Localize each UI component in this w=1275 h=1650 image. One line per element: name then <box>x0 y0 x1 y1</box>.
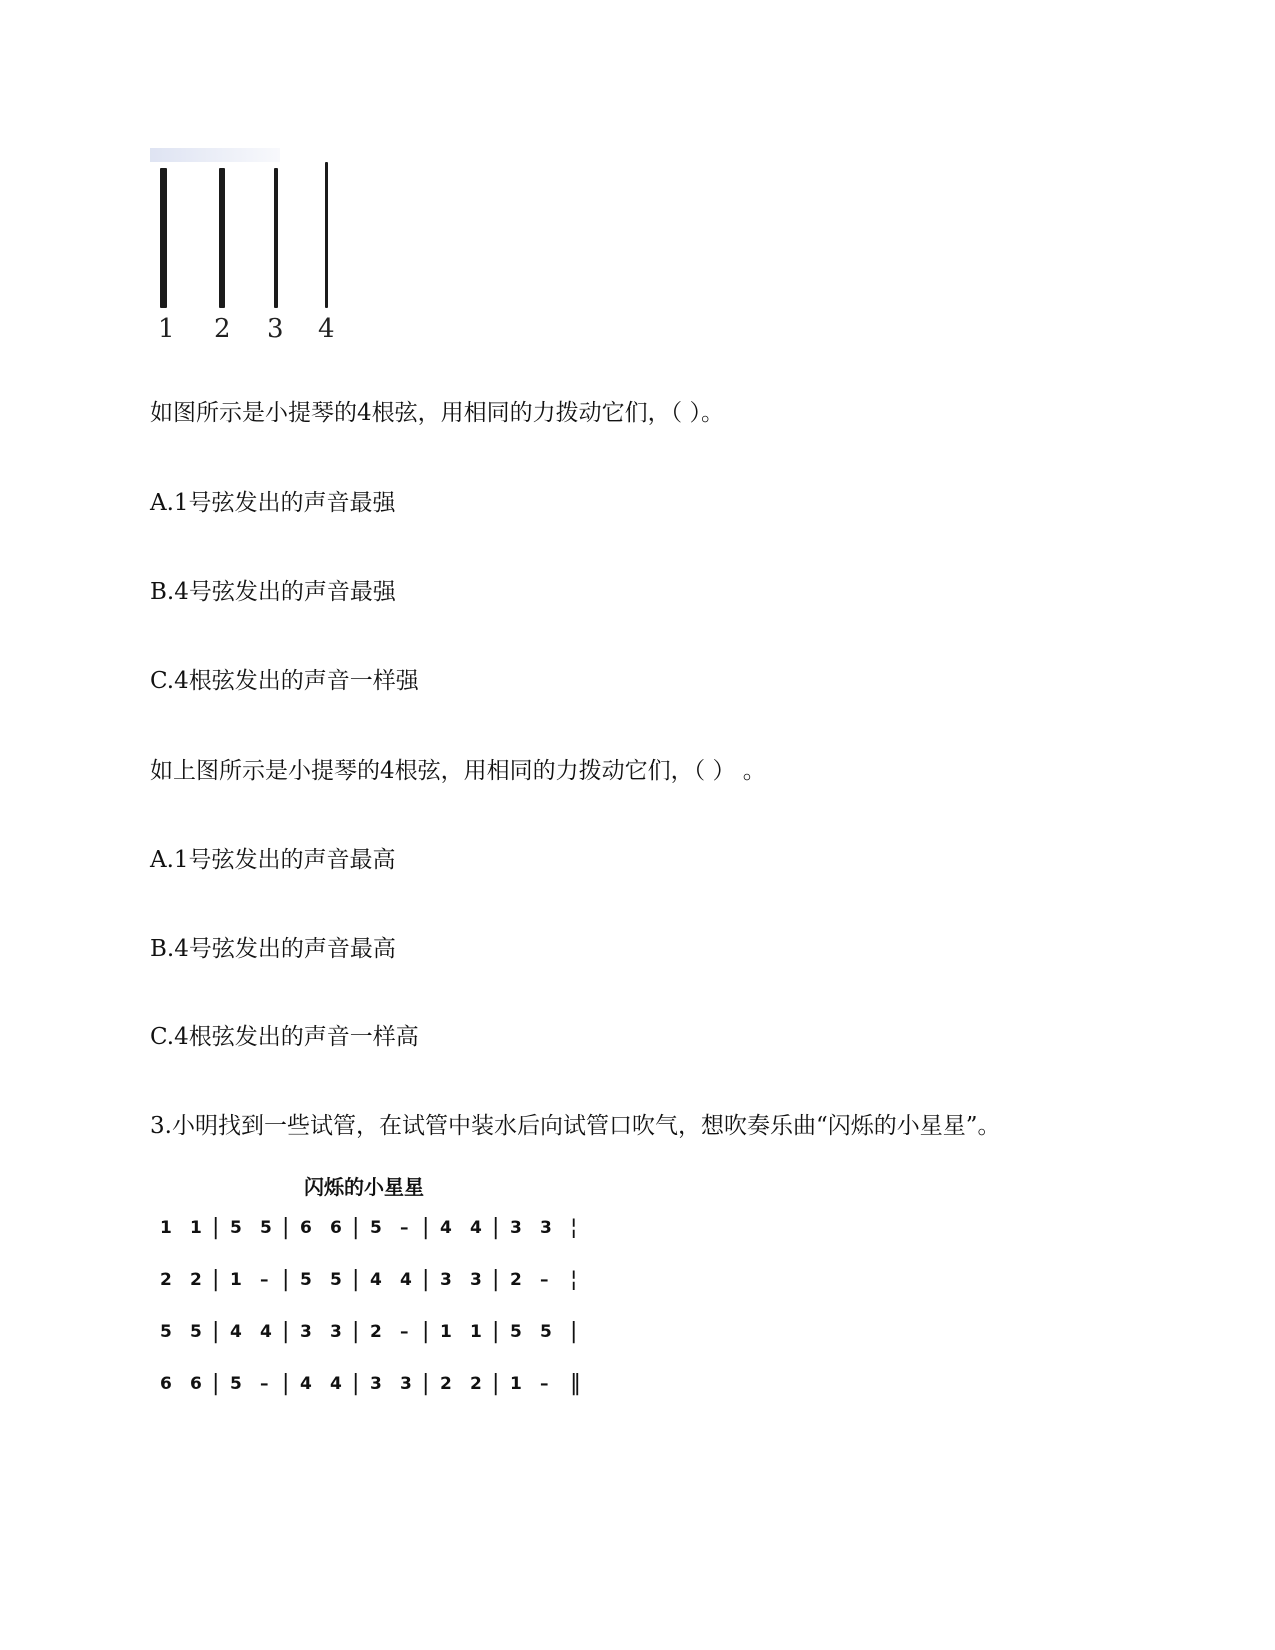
score-note: 4 <box>440 1218 452 1238</box>
score-note: 1 <box>230 1270 242 1290</box>
string-label-4: 4 <box>318 314 335 344</box>
score-note: 3 <box>510 1218 522 1238</box>
score-note: 5 <box>230 1374 242 1394</box>
score-note: 1 <box>440 1322 452 1342</box>
question2-stem: 如上图所示是小提琴的4根弦，用相同的力拨动它们，（ ） 。 <box>150 758 766 784</box>
score-note: 3 <box>300 1322 312 1342</box>
score-note: – <box>400 1322 409 1342</box>
score-barline: | <box>492 1371 500 1396</box>
score-note: 2 <box>370 1322 382 1342</box>
score-note: 4 <box>470 1218 482 1238</box>
score-note: – <box>260 1270 269 1290</box>
score-barline: | <box>422 1371 430 1396</box>
score-barline: | <box>212 1371 220 1396</box>
score-note: 4 <box>330 1374 342 1394</box>
score-note: 2 <box>470 1374 482 1394</box>
score-note: 1 <box>510 1374 522 1394</box>
question1-option-b: B.4号弦发出的声音最强 <box>150 579 396 605</box>
question3-stem: 3.小明找到一些试管，在试管中装水后向试管口吹气，想吹奏乐曲“闪烁的小星星”。 <box>150 1113 1001 1139</box>
question1-stem: 如图所示是小提琴的4根弦，用相同的力拨动它们，（ ）。 <box>150 400 724 426</box>
score-note: 3 <box>540 1218 552 1238</box>
score-note: 3 <box>440 1270 452 1290</box>
score-barline: | <box>570 1319 578 1344</box>
score-note: 1 <box>190 1218 202 1238</box>
score-barline: | <box>352 1267 360 1292</box>
string-2 <box>219 168 225 308</box>
score-note: – <box>540 1374 549 1394</box>
score-note: – <box>260 1374 269 1394</box>
score-note: 4 <box>370 1270 382 1290</box>
score-note: 3 <box>470 1270 482 1290</box>
question2-option-a: A.1号弦发出的声音最高 <box>150 847 396 873</box>
question1-option-a: A.1号弦发出的声音最强 <box>150 490 396 516</box>
score-barline: | <box>422 1319 430 1344</box>
score-note: 6 <box>160 1374 172 1394</box>
string-3 <box>274 168 278 308</box>
score-note: 4 <box>260 1322 272 1342</box>
score-barline: | <box>492 1215 500 1240</box>
question2-option-c: C.4根弦发出的声音一样高 <box>150 1024 419 1050</box>
score-row-3 <box>160 1317 620 1347</box>
string-label-3: 3 <box>267 314 284 344</box>
string-label-2: 2 <box>214 314 231 344</box>
score-note: 4 <box>400 1270 412 1290</box>
score-barline: | <box>282 1319 290 1344</box>
score-note: 5 <box>510 1322 522 1342</box>
score-note: 5 <box>330 1270 342 1290</box>
score-note: 2 <box>160 1270 172 1290</box>
score-barline: | <box>492 1267 500 1292</box>
score-barline: ¦ <box>570 1267 578 1292</box>
numbered-score <box>160 1175 620 1415</box>
score-barline: | <box>492 1319 500 1344</box>
score-note: 5 <box>230 1218 242 1238</box>
string-4 <box>325 162 328 308</box>
string-1 <box>160 168 167 308</box>
score-row-4 <box>160 1369 620 1399</box>
score-note: 3 <box>400 1374 412 1394</box>
score-barline: ‖ <box>570 1371 581 1396</box>
score-note: 5 <box>370 1218 382 1238</box>
score-note: 2 <box>440 1374 452 1394</box>
scan-smudge <box>150 148 280 162</box>
score-note: 6 <box>190 1374 202 1394</box>
score-note: 3 <box>370 1374 382 1394</box>
score-note: 4 <box>230 1322 242 1342</box>
score-barline: | <box>212 1215 220 1240</box>
score-barline: | <box>352 1215 360 1240</box>
score-barline: ¦ <box>570 1215 578 1240</box>
score-note: 1 <box>470 1322 482 1342</box>
score-row-2 <box>160 1265 620 1295</box>
score-note: 3 <box>330 1322 342 1342</box>
score-barline: | <box>282 1371 290 1396</box>
score-note: 2 <box>190 1270 202 1290</box>
score-note: 5 <box>260 1218 272 1238</box>
question2-option-b: B.4号弦发出的声音最高 <box>150 936 396 962</box>
score-note: – <box>540 1270 549 1290</box>
violin-strings-figure <box>150 148 360 348</box>
score-note: – <box>400 1218 409 1238</box>
score-barline: | <box>352 1319 360 1344</box>
score-note: 6 <box>300 1218 312 1238</box>
score-note: 5 <box>540 1322 552 1342</box>
score-note: 6 <box>330 1218 342 1238</box>
string-label-1: 1 <box>158 314 175 344</box>
score-barline: | <box>282 1267 290 1292</box>
score-barline: | <box>422 1215 430 1240</box>
question1-option-c: C.4根弦发出的声音一样强 <box>150 668 419 694</box>
score-note: 1 <box>160 1218 172 1238</box>
score-note: 2 <box>510 1270 522 1290</box>
score-note: 5 <box>190 1322 202 1342</box>
score-note: 5 <box>160 1322 172 1342</box>
score-title: 闪烁的小星星 <box>304 1175 424 1199</box>
score-barline: | <box>212 1267 220 1292</box>
score-note: 5 <box>300 1270 312 1290</box>
score-barline: | <box>352 1371 360 1396</box>
score-barline: | <box>282 1215 290 1240</box>
score-barline: | <box>212 1319 220 1344</box>
score-row-1 <box>160 1213 620 1243</box>
score-barline: | <box>422 1267 430 1292</box>
score-note: 4 <box>300 1374 312 1394</box>
